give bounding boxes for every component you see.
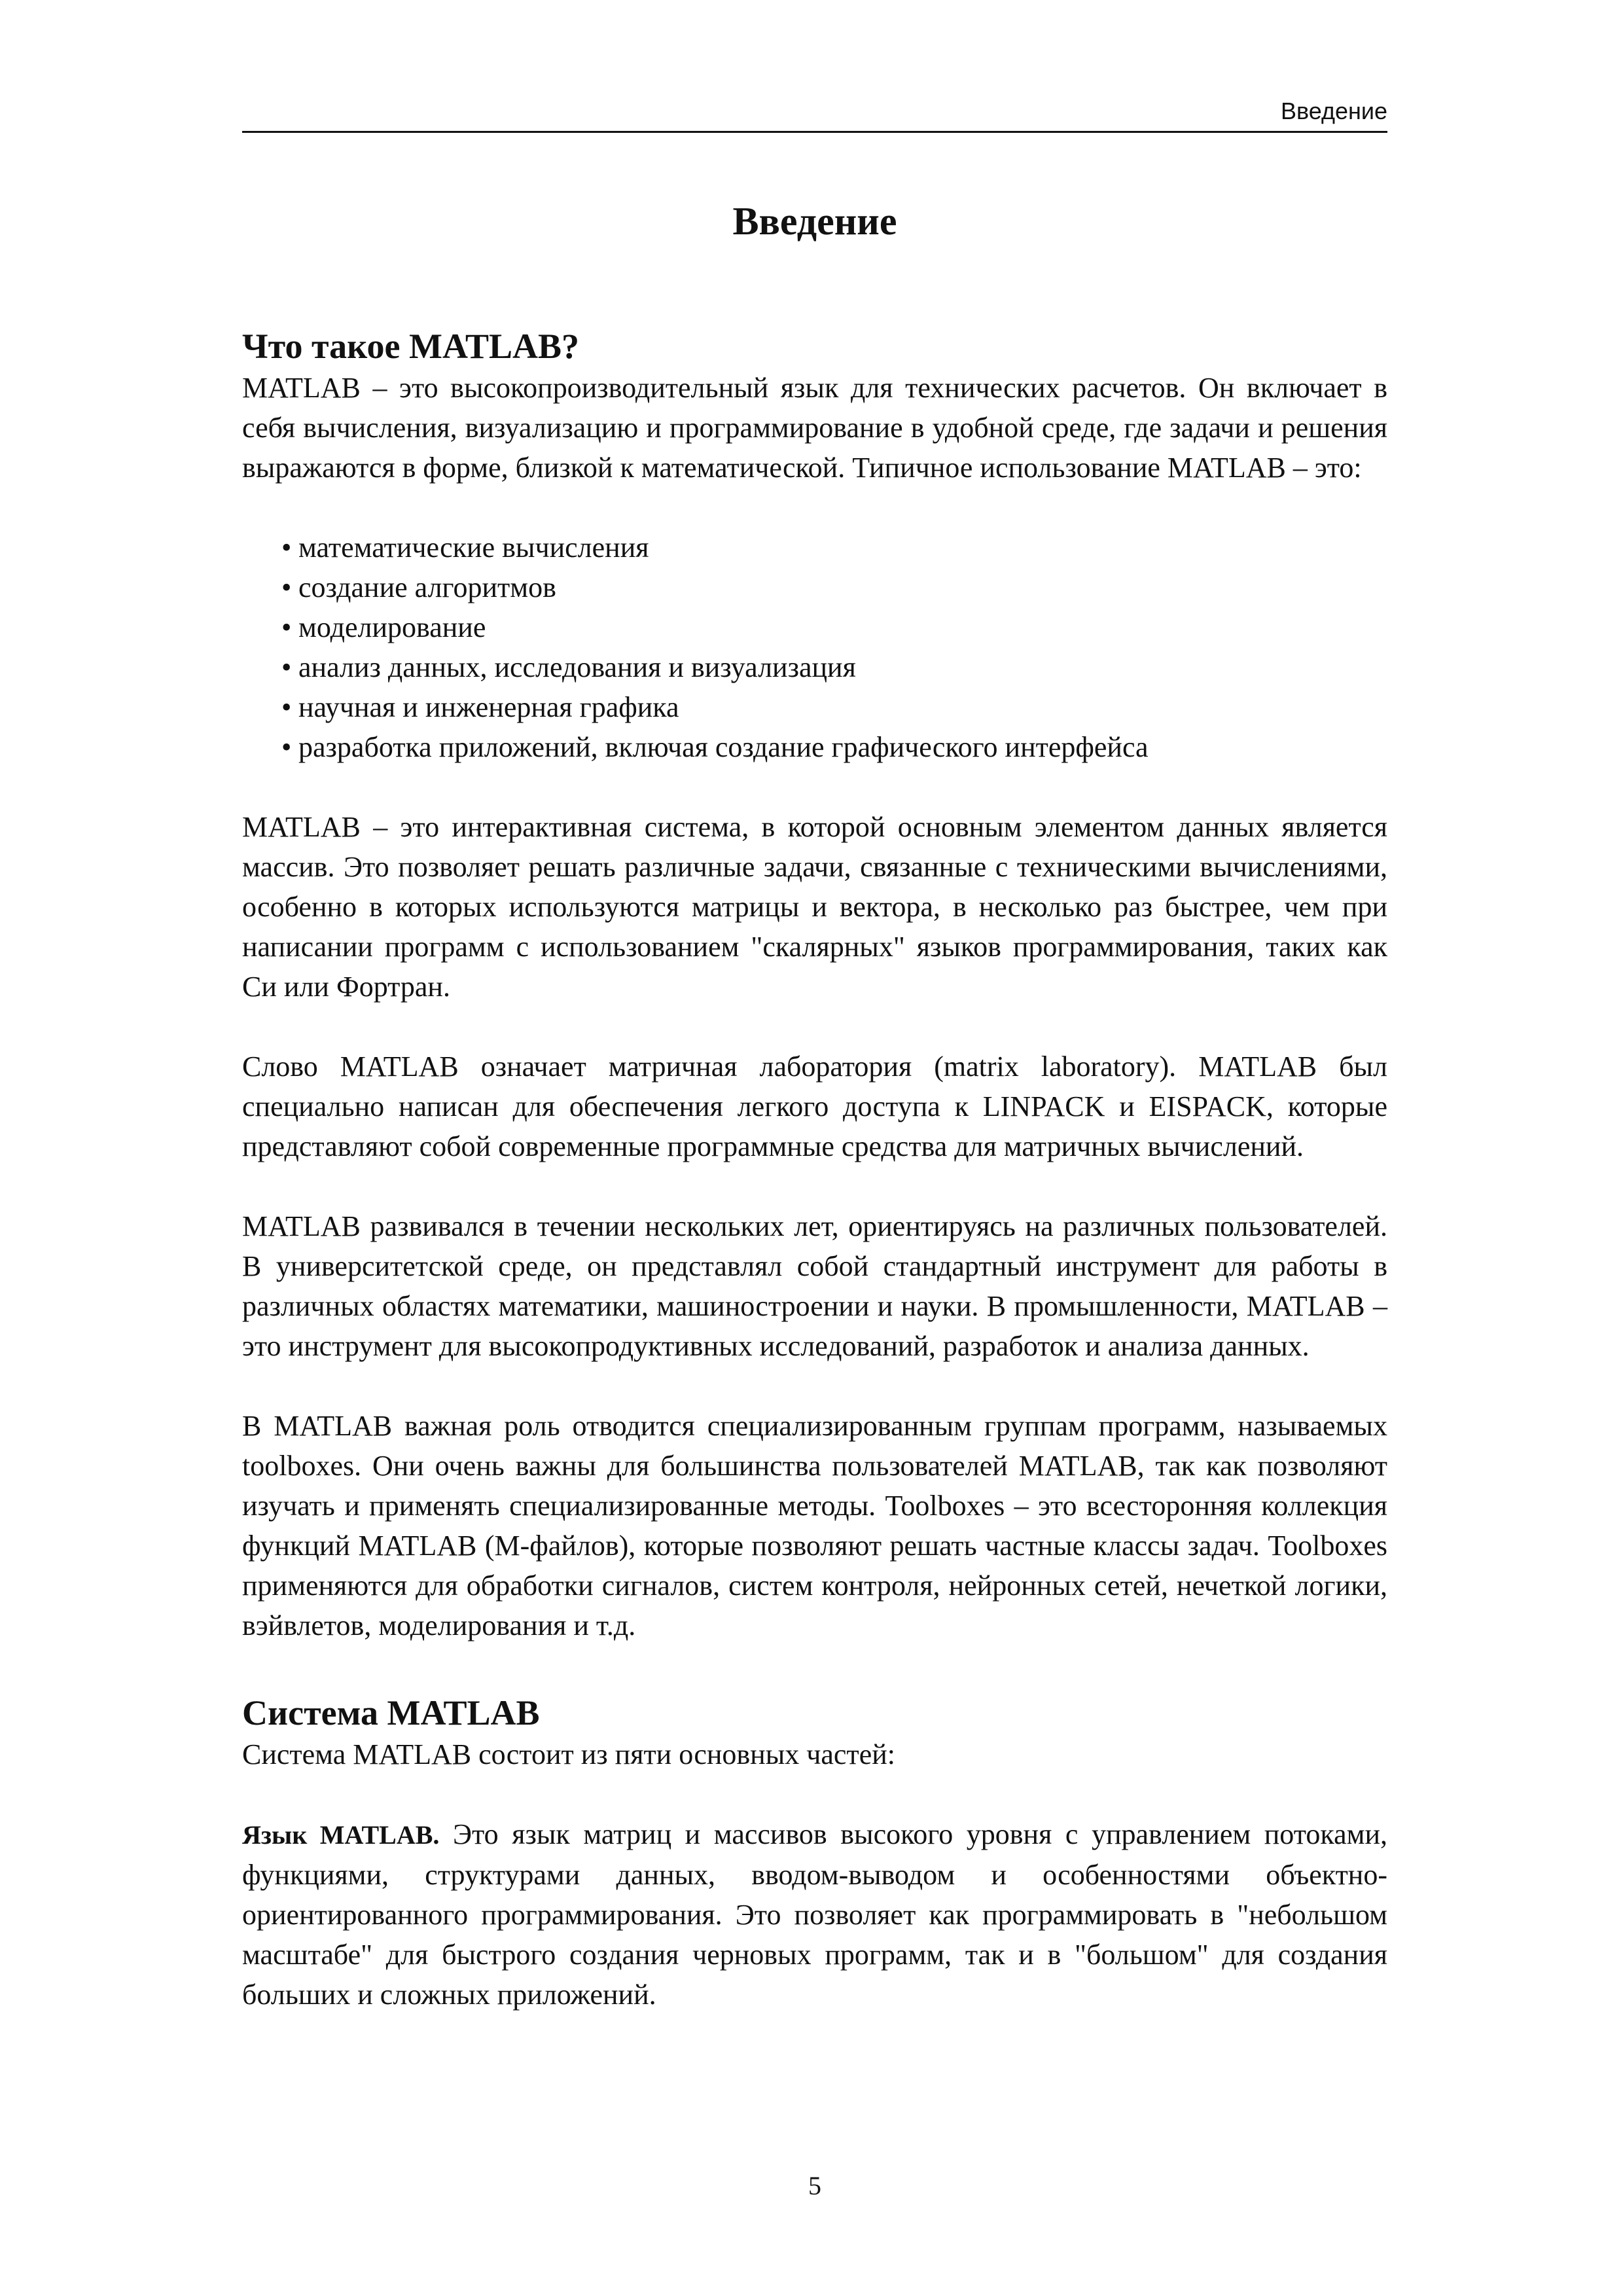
document-page	[242, 0, 1387, 2296]
bullet-item	[281, 528, 1387, 567]
usage-bullet-list	[242, 528, 1387, 767]
paragraph-history: MATLAB развивался в течении нескольких лет, ориентируясь на различных пользователей. В университетской среде, он представлял собой стандартный инструмент для работы в различных областях математики, машиностроении и науки. В промышленности, MATLAB – это инструмент для высокопродуктивных исследований, разработок и анализа данных.	[242, 1210, 1387, 1362]
page-number: 5	[808, 2171, 821, 2200]
section-heading-matlab-system: Система MATLAB	[242, 1693, 540, 1732]
page-content	[242, 325, 1387, 2015]
system-intro-paragraph: Система MATLAB состоит из пяти основных частей:	[242, 1738, 895, 1770]
bullet-text: создание алгоритмов	[298, 571, 556, 603]
section-heading-what-is-matlab: Что такое MATLAB?	[242, 327, 580, 366]
term-description: Это язык матриц и массивов высокого уровня с управлением потоками, функциями, структурами данных, вводом-выводом и особенностями объектно-ориентированного программирования. Это позволяет как программировать в "небольшом масштабе" для быстрого создания черновых программ, так и в "большом" для создания больших и сложных приложений.	[242, 1818, 1388, 2011]
chapter-title: Введение	[732, 200, 897, 243]
bullet-item	[281, 567, 1387, 607]
bullet-icon: •	[281, 691, 292, 723]
run-in-term: Язык MATLAB.	[242, 1820, 440, 1850]
bullet-item	[281, 607, 1387, 647]
bullet-text: научная и инженерная графика	[298, 691, 679, 723]
bullet-icon: •	[281, 611, 292, 643]
header-rule	[242, 131, 1387, 133]
bullet-icon: •	[281, 731, 292, 763]
bullet-text: разработка приложений, включая создание графического интерфейса	[298, 731, 1149, 763]
bullet-item	[281, 727, 1387, 767]
paragraph-toolboxes: В MATLAB важная роль отводится специализированным группам программ, называемых toolboxes. Они очень важны для большинства пользователей MATLAB, так как позволяют изучать и применять специализированные методы. Toolboxes – это всесторонняя коллекция функций MATLAB (М-файлов), которые позволяют решать частные классы задач. Toolboxes применяются для обработки сигналов, систем контроля, нейронных сетей, нечеткой логики, вэйвлетов, моделирования и т.д.	[242, 1410, 1387, 1641]
bullet-item	[281, 687, 1387, 727]
paragraph-matrix-laboratory: Слово MATLAB означает матричная лаборатория (matrix laboratory). MATLAB был специально написан для обеспечения легкого доступа к LINPACK и EISPACK, которые представляют собой современные программные средства для матричных вычислений.	[242, 1050, 1387, 1162]
running-header: Введение	[1280, 98, 1387, 124]
bullet-icon: •	[281, 531, 292, 564]
intro-paragraph: MATLAB – это высокопроизводительный язык для технических расчетов. Он включает в себя вычисления, визуализацию и программирование в удобной среде, где задачи и решения выражаются в форме, близкой к математической. Типичное использование MATLAB – это:	[242, 372, 1387, 484]
bullet-text: математические вычисления	[298, 531, 649, 564]
bullet-icon: •	[281, 651, 292, 683]
bullet-icon: •	[281, 571, 292, 603]
bullet-item	[281, 647, 1387, 687]
paragraph-matlab-language	[242, 1814, 1387, 2015]
paragraph-interactive-system: MATLAB – это интерактивная система, в которой основным элементом данных является массив. Это позволяет решать различные задачи, связанные с техническими вычислениями, особенно в которых используются матрицы и вектора, в несколько раз быстрее, чем при написании программ с использованием "скалярных" языков программирования, таких как Си или Фортран.	[242, 811, 1387, 1003]
bullet-text: анализ данных, исследования и визуализация	[298, 651, 856, 683]
bullet-text: моделирование	[298, 611, 486, 643]
